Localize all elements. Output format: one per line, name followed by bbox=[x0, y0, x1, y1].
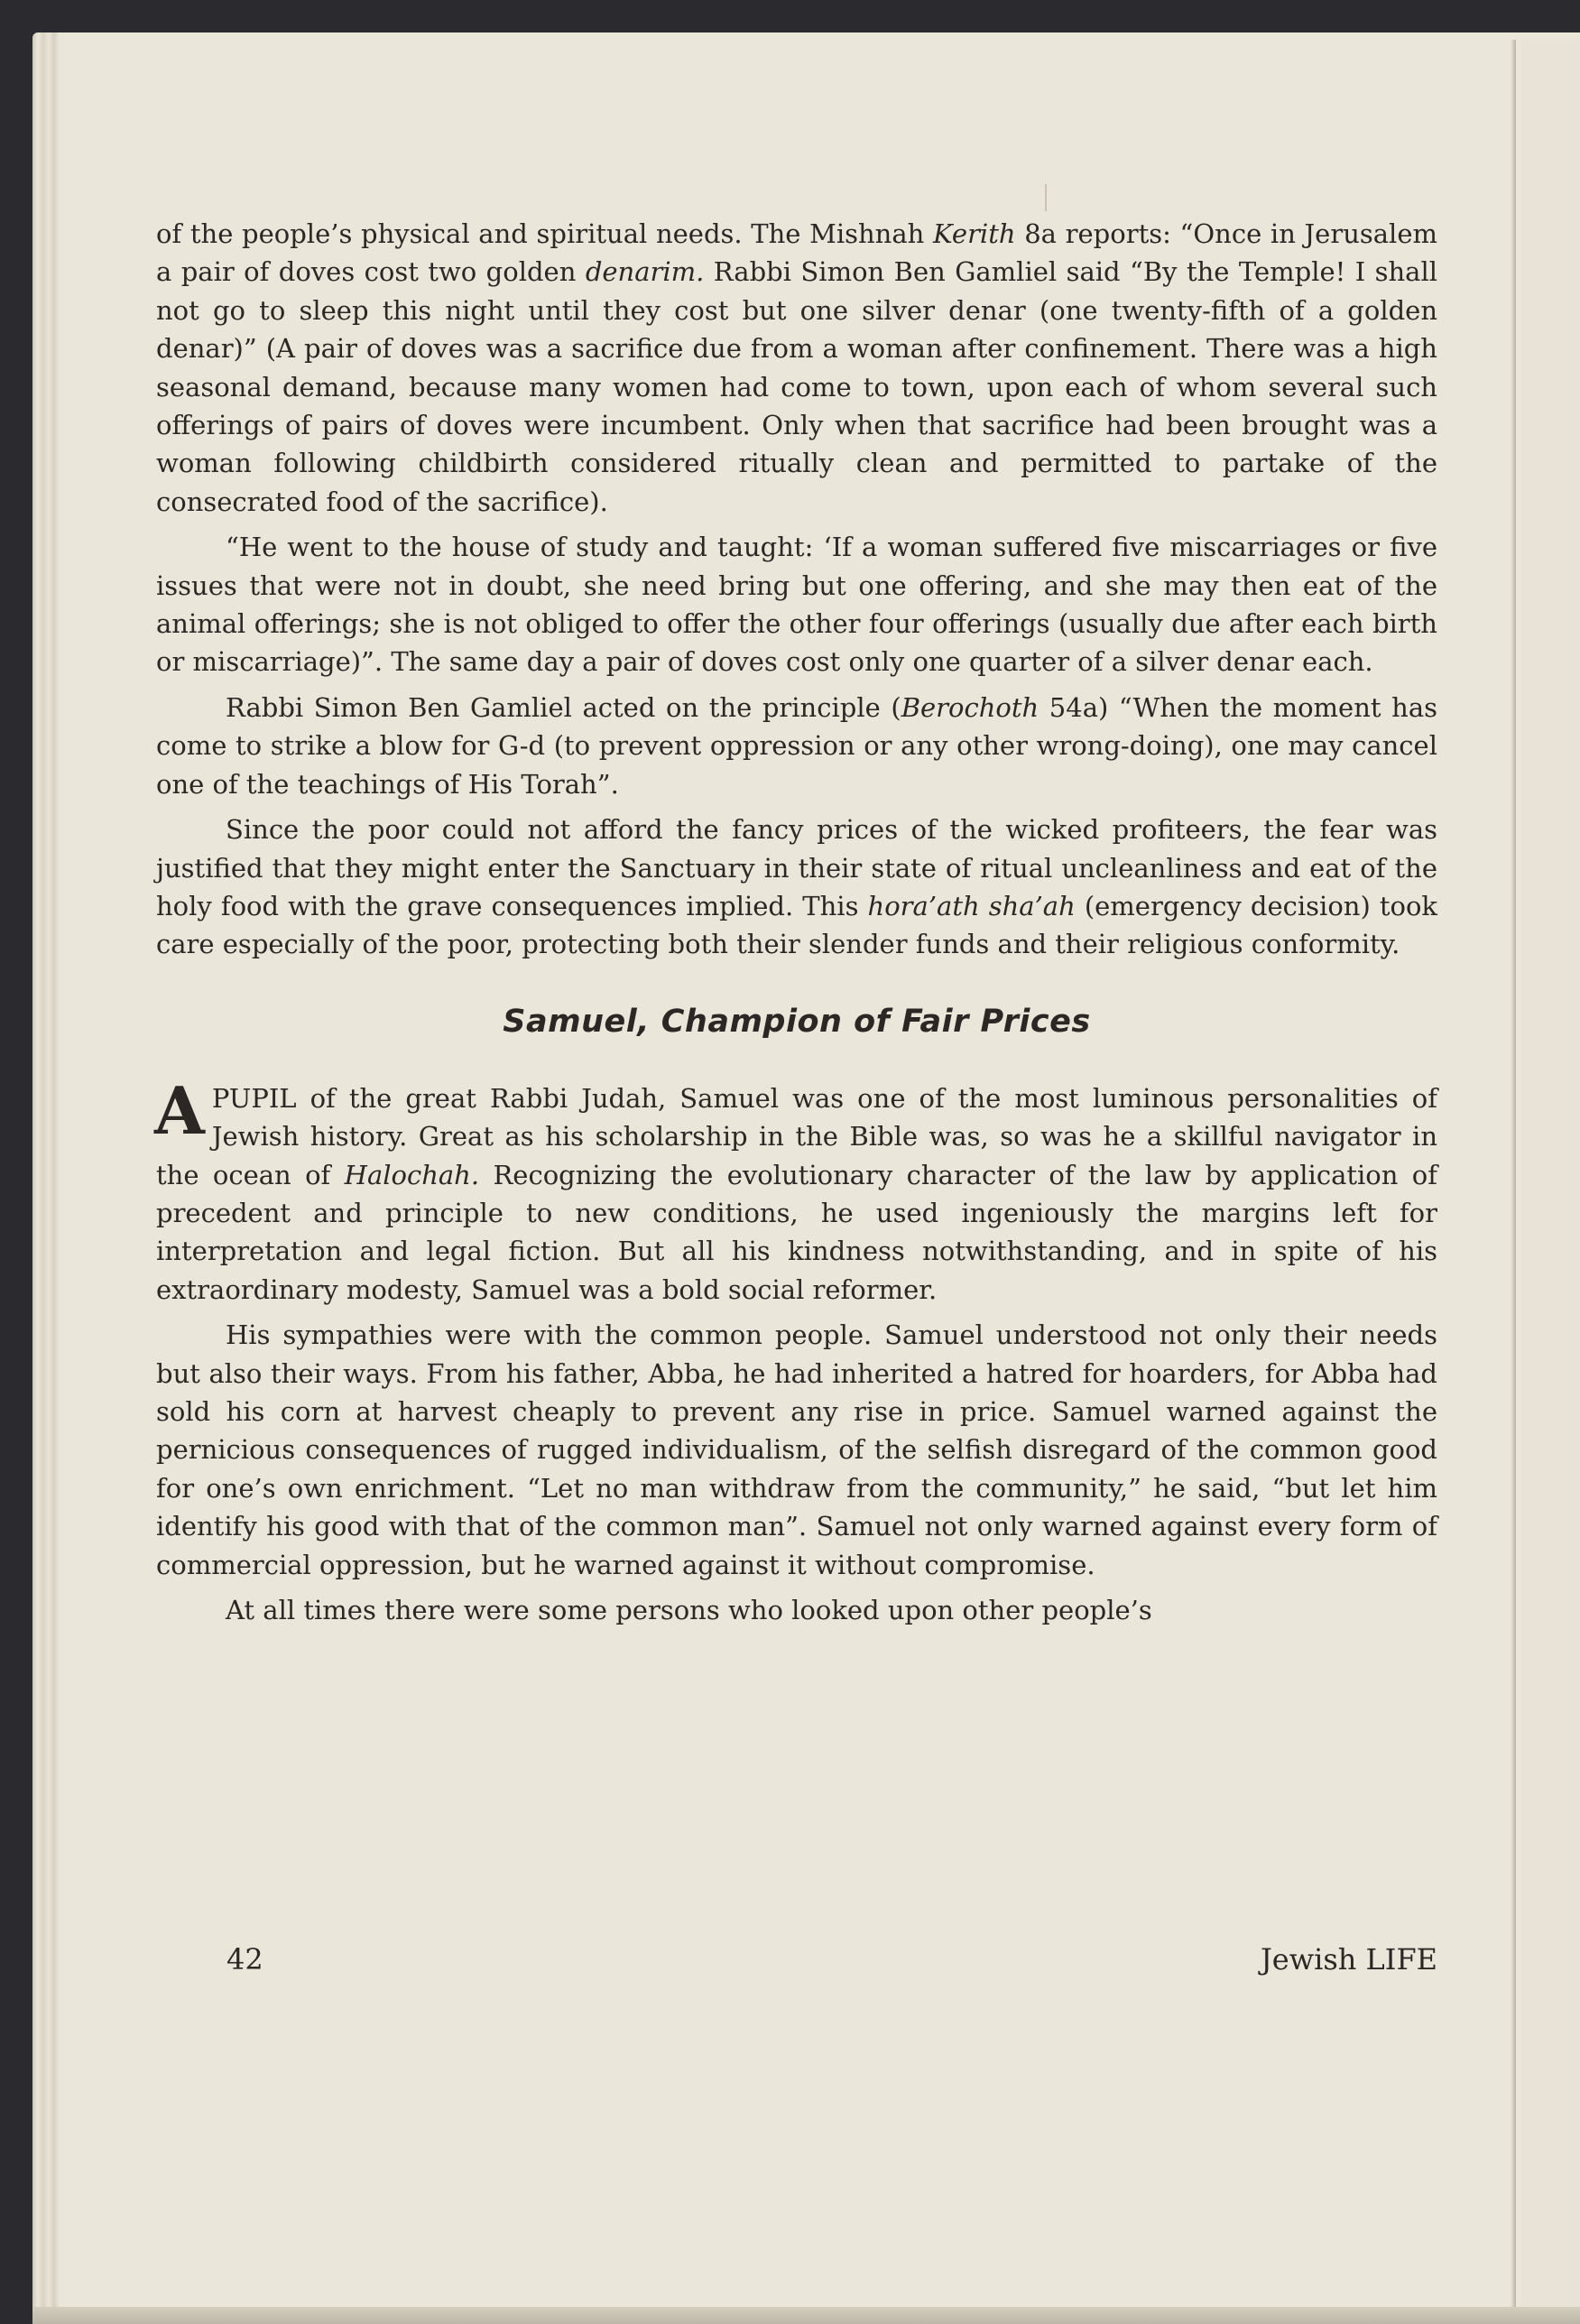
text-run: 8a reports: “Once in Jerusalem a pair of doves cost two golden bbox=[156, 218, 1437, 288]
facing-page-edge bbox=[1521, 40, 1580, 2324]
journal-title: Jewish LIFE bbox=[1260, 1942, 1437, 1977]
article-body bbox=[156, 215, 1437, 1629]
paragraph bbox=[156, 528, 1437, 681]
text-run: At all times there were some persons who looked upon other people’s bbox=[226, 1595, 1152, 1625]
page-number: 42 bbox=[226, 1942, 263, 1977]
drop-cap: A bbox=[154, 1071, 205, 1149]
text-run: His sympathies were with the common people. Samuel understood not only their needs but also their ways. From his father, Abba, he had inherited a hatred for hoarders, for Abba had sold his corn at harvest cheaply to prevent any rise in price. Samuel warned against the pernicious consequences of rugged individualism, of the selfish disregard of the common good for one’s own enrichment. “Let no man withdraw from the community,” he said, “but let him identify his good with that of the common man”. Samuel not only warned against every form of commercial oppression, but he warned against it without compromise. bbox=[156, 1319, 1437, 1580]
page-bottom-edge bbox=[32, 2307, 1580, 2324]
italic-term: denarim. bbox=[585, 256, 705, 288]
paragraph bbox=[156, 215, 1437, 521]
print-mark bbox=[1045, 184, 1047, 211]
italic-term: hora’ath sha’ah bbox=[867, 890, 1076, 921]
paragraph bbox=[156, 1316, 1437, 1584]
paragraph bbox=[154, 1071, 1437, 1309]
italic-term: Halochah. bbox=[344, 1159, 480, 1190]
top-paragraphs bbox=[156, 215, 1437, 964]
italic-term: Berochoth bbox=[901, 691, 1039, 723]
text-run: Recognizing the evolutionary character of the law by application of precedent and principle to new conditions, he used ingeniously the margins left for interpretation and legal fiction. But all his kindness notwithstanding, and in spite of his extraordinary modesty, Samuel was a bold social reformer. bbox=[156, 1159, 1437, 1305]
text-run: Rabbi Simon Ben Gamliel acted on the principle ( bbox=[226, 691, 901, 723]
section-heading: Samuel, Champion of Fair Prices bbox=[503, 1003, 1091, 1040]
paragraph bbox=[156, 1591, 1437, 1629]
paragraph bbox=[156, 810, 1437, 964]
text-run: PUPIL of the great Rabbi Judah, Samuel was one of the most luminous personalities of Jewish history. Great as his scholarship in the Bible was, so was he a skillful navigator in the ocean of bbox=[156, 1082, 1437, 1190]
italic-term: Kerith bbox=[933, 218, 1016, 249]
bottom-paragraphs bbox=[154, 1071, 1437, 1630]
text-run: of the people’s physical and spiritual needs. The Mishnah bbox=[156, 218, 934, 249]
paragraph bbox=[156, 689, 1437, 803]
text-run: “He went to the house of study and taught: ‘If a woman suffered five miscarriages or five issues that were not in doubt, she need bring but one offering, and she may then eat of the animal offerings; she is not obliged to offer the other four offerings (usually due after each birth or miscarriage)”. The same day a pair of doves cost only one quarter of a silver denar each. bbox=[156, 532, 1437, 678]
text-run: Rabbi Simon Ben Gamliel said “By the Temple! I shall not go to sleep this night until they cost but one silver denar (one twenty-fifth of a golden denar)” (A pair of doves was a sacrifice due from a woman after confinement. There was a high seasonal demand, because many women had come to town, upon each of whom several such offerings of pairs of doves were incumbent. Only when that sacrifice had been brought was a woman following childbirth considered ritually clean and permitted to partake of the consecrated food of the sacrifice). bbox=[156, 256, 1438, 517]
text-run: (emergency decision) took care especially of the poor, protecting both their slender funds and their religious conformity. bbox=[156, 890, 1437, 960]
text-run: 54a) “When the moment has come to strike a blow for G-d (to prevent oppression or any other wrong-doing), one may cancel one of the teachings of His Torah”. bbox=[156, 691, 1437, 800]
text-run: Since the poor could not afford the fancy prices of the wicked profiteers, the fear was justified that they might enter the Sanctuary in their state of ritual uncleanliness and eat of the holy food with the grave consequences implied. This bbox=[156, 814, 1437, 921]
